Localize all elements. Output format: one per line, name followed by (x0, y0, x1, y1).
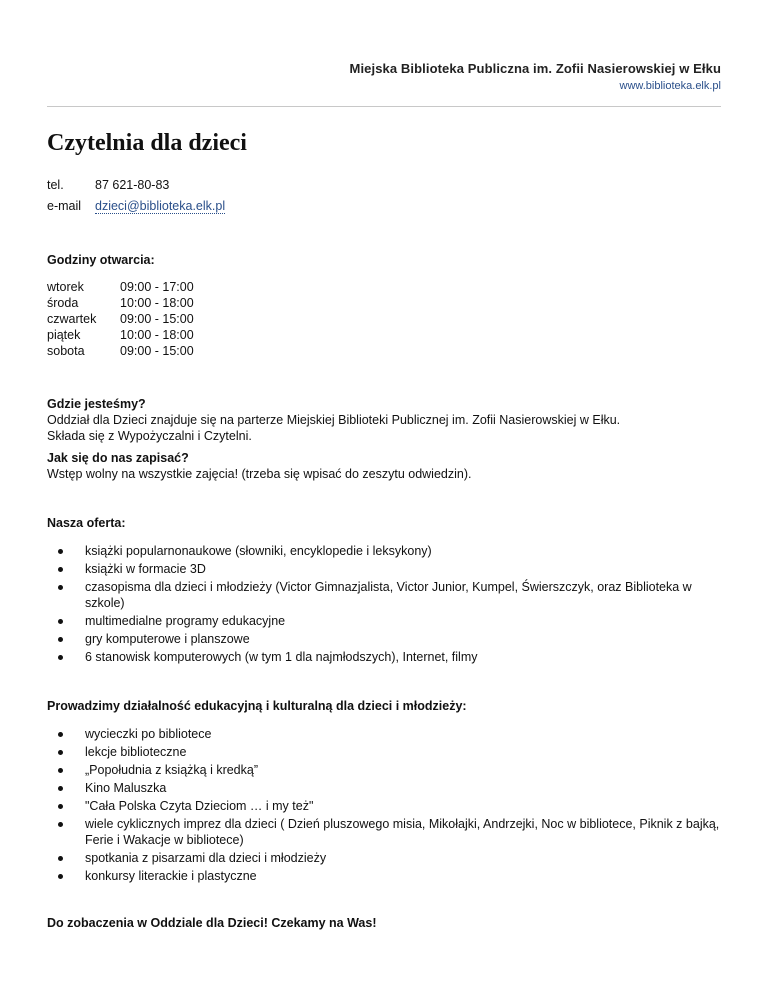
list-item (47, 631, 721, 647)
bullet-icon (58, 619, 63, 624)
document-page (47, 0, 721, 930)
organization-name: Miejska Biblioteka Publiczna im. Zofii Nasierowskiej w Ełku (349, 61, 721, 76)
list-item-text: gry komputerowe i planszowe (85, 632, 250, 646)
list-item (47, 780, 721, 796)
offer-heading: Nasza oferta: (47, 516, 126, 530)
list-item (47, 868, 721, 884)
list-item (47, 561, 721, 577)
bullet-icon (58, 637, 63, 642)
list-item (47, 649, 721, 665)
page-header (47, 0, 721, 92)
list-item-text: książki w formacie 3D (85, 562, 206, 576)
list-item-text: wiele cyklicznych imprez dla dzieci ( Dzień pluszowego misia, Mikołajki, Andrzejki, Noc w bibliotece, Piknik z bajką, Ferie i Wakacje w bibliotece) (85, 817, 720, 847)
hours-row (47, 296, 194, 312)
signup-text: Wstęp wolny na wszystkie zajęcia! (trzeba się wpisać do zeszytu odwiedzin). (47, 467, 472, 481)
list-item-text: lekcje biblioteczne (85, 745, 187, 759)
list-item (47, 613, 721, 629)
bullet-icon (58, 750, 63, 755)
list-item-text: książki popularnonaukowe (słowniki, encyklopedie i leksykony) (85, 544, 432, 558)
hours-row (47, 344, 194, 360)
location-text: Oddział dla Dzieci znajduje się na parterze Miejskiej Biblioteki Publicznej im. Zofii Nasierowskiej w Ełku. (47, 413, 621, 427)
bullet-icon (58, 732, 63, 737)
hours-day: czwartek (47, 312, 97, 326)
list-item (47, 579, 721, 611)
hours-day: środa (47, 296, 79, 310)
hours-time: 09:00 - 17:00 (120, 280, 194, 294)
bullet-icon (58, 786, 63, 791)
signup-section (47, 450, 471, 482)
hours-row (47, 280, 194, 296)
header-divider (47, 106, 721, 107)
bullet-icon (58, 549, 63, 554)
list-item (47, 762, 721, 778)
hours-day: sobota (47, 344, 85, 358)
list-item-text: „Popołudnia z książką i kredką” (85, 763, 258, 777)
hours-day: piątek (47, 328, 81, 342)
list-item (47, 543, 721, 559)
list-item-text: spotkania z pisarzami dla dzieci i młodzieży (85, 851, 327, 865)
bullet-icon (58, 856, 63, 861)
email-row (47, 199, 225, 220)
email-label: e-mail (47, 199, 82, 213)
page-title: Czytelnia dla dzieci (47, 130, 247, 156)
hours-day: wtorek (47, 280, 84, 294)
location-text-2: Składa się z Wypożyczalni i Czytelni. (47, 429, 252, 443)
list-item-text: multimedialne programy edukacyjne (85, 614, 286, 628)
list-item (47, 744, 721, 760)
contact-info (47, 178, 225, 220)
list-item (47, 816, 721, 848)
hours-row (47, 328, 194, 344)
list-item-text: Kino Maluszka (85, 781, 167, 795)
hours-time: 09:00 - 15:00 (120, 312, 194, 326)
bullet-icon (58, 768, 63, 773)
signup-heading: Jak się do nas zapisać? (47, 451, 189, 465)
offer-list (47, 543, 721, 667)
bullet-icon (58, 655, 63, 660)
location-heading: Gdzie jesteśmy? (47, 397, 146, 411)
list-item (47, 850, 721, 866)
list-item-text: "Cała Polska Czyta Dzieciom … i my też" (85, 799, 314, 813)
website-link[interactable]: www.biblioteka.elk.pl (619, 80, 721, 92)
hours-table (47, 280, 194, 360)
education-list (47, 726, 721, 886)
email-link[interactable]: dzieci@biblioteka.elk.pl (95, 199, 226, 213)
hours-time: 09:00 - 15:00 (120, 344, 194, 358)
phone-label: tel. (47, 178, 64, 192)
bullet-icon (58, 585, 63, 590)
bullet-icon (58, 567, 63, 572)
hours-time: 10:00 - 18:00 (120, 328, 194, 342)
list-item-text: konkursy literackie i plastyczne (85, 869, 257, 883)
education-heading: Prowadzimy działalność edukacyjną i kulturalną dla dzieci i młodzieży: (47, 699, 467, 713)
closing-text: Do zobaczenia w Oddziale dla Dzieci! Czekamy na Was! (47, 916, 377, 930)
list-item (47, 726, 721, 742)
bullet-icon (58, 874, 63, 879)
hours-row (47, 312, 194, 328)
phone-value: 87 621-80-83 (95, 178, 170, 192)
phone-row (47, 178, 225, 199)
list-item-text: czasopisma dla dzieci i młodzieży (Victor Gimnazjalista, Victor Junior, Kumpel, Świerszczyk, oraz Biblioteka w szkole) (85, 580, 692, 610)
bullet-icon (58, 822, 63, 827)
bullet-icon (58, 804, 63, 809)
hours-time: 10:00 - 18:00 (120, 296, 194, 310)
hours-heading: Godziny otwarcia: (47, 253, 155, 267)
list-item-text: wycieczki po bibliotece (85, 727, 212, 741)
location-section (47, 396, 620, 444)
list-item-text: 6 stanowisk komputerowych (w tym 1 dla najmłodszych), Internet, filmy (85, 650, 478, 664)
list-item (47, 798, 721, 814)
